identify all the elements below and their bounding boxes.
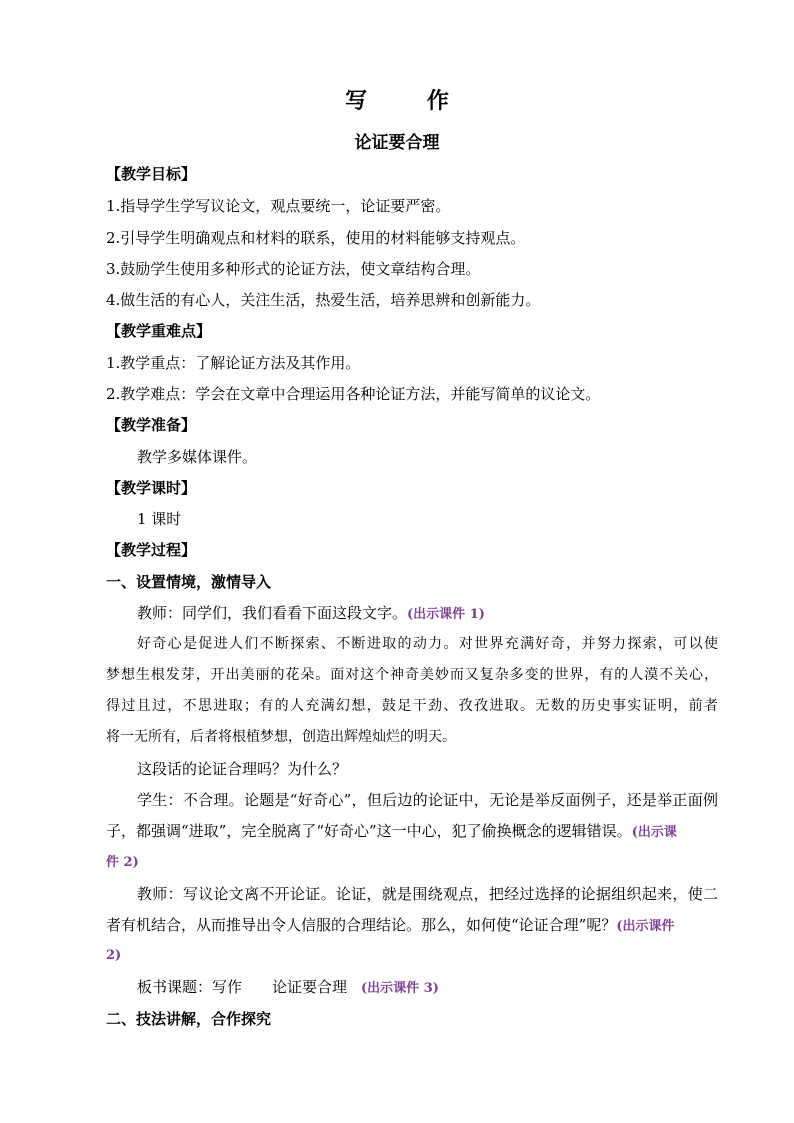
doc-subtitle: 论证要合理 <box>354 133 440 153</box>
quote-line: 好奇心是促进人们不断探索、不断进取的动力。对世界充满好奇，并努力探索，可以使 <box>137 636 718 652</box>
prep-text: 教学多媒体课件。 <box>137 448 258 466</box>
question-text: 这段话的论证合理吗？为什么？ <box>137 760 348 778</box>
process-heading: 【教学过程】 <box>106 541 197 559</box>
time-heading: 【教学课时】 <box>106 479 197 497</box>
teacher-text: 教师：同学们，我们看看下面这段文字。 <box>137 604 408 622</box>
goal-item: 2.引导学生明确观点和材料的联系，使用的材料能够支持观点。 <box>106 229 526 247</box>
section-heading: 一、设置情境，激情导入 <box>106 573 272 591</box>
teacher-line: 教师：写议论文离不开论证。论证，就是围绕观点，把经过选择的论据组织起来，使二 <box>137 885 718 903</box>
student-line: 学生：不合理。论题是“好奇心”，但后边的论证中，无论是举反面例子，还是举正面例 <box>137 791 718 809</box>
slide-note: (出示课件 3) <box>361 981 439 996</box>
board-line: 板书课题：写作 论证要合理 (出示课件 3) <box>137 978 439 996</box>
key-heading: 【教学重难点】 <box>106 322 212 340</box>
prep-heading: 【教学准备】 <box>106 416 197 434</box>
slide-note: (出示课件 1) <box>407 607 485 622</box>
section-heading: 二、技法讲解，合作探究 <box>106 1010 272 1028</box>
slide-note: (出示课 <box>631 825 677 840</box>
student-line: 子，都强调“进取”，完全脱离了“好奇心”这一中心，犯了偷换概念的逻辑错误。(出示课 <box>106 822 677 840</box>
goals-heading: 【教学目标】 <box>106 165 197 183</box>
slide-note: (出示课件 <box>616 919 675 934</box>
doc-title: 写 作 <box>345 88 475 114</box>
quote-line: 梦想生根发芽，开出美丽的花朵。面对这个神奇美妙而又复杂多变的世界，有的人漠不关心， <box>106 667 718 683</box>
goal-item: 1.指导学生学写议论文，观点要统一，论证要严密。 <box>106 197 451 215</box>
goal-item: 4.做生活的有心人，关注生活，热爱生活，培养思辨和创新能力。 <box>106 291 541 309</box>
quote-line: 得过且过，不思进取；有的人充满幻想，鼓足干劲、孜孜进取。无数的历史事实证明，前者 <box>106 698 718 714</box>
slide-note: 件 2) <box>106 855 139 870</box>
key-item: 1.教学重点：了解论证方法及其作用。 <box>106 354 361 372</box>
teacher-line: 者有机结合，从而推导出令人信服的合理结论。那么，如何使“论证合理”呢？(出示课件 <box>106 916 675 934</box>
goal-item: 3.鼓励学生使用多种形式的论证方法，使文章结构合理。 <box>106 260 481 278</box>
time-text: 1 课时 <box>137 510 182 528</box>
slide-note: 2) <box>106 948 122 963</box>
quote-line: 将一无所有，后者将根植梦想，创造出辉煌灿烂的明天。 <box>106 729 456 745</box>
teacher-line <box>137 603 749 625</box>
key-item: 2.教学难点：学会在文章中合理运用各种论证方法，并能写简单的议论文。 <box>106 385 601 403</box>
